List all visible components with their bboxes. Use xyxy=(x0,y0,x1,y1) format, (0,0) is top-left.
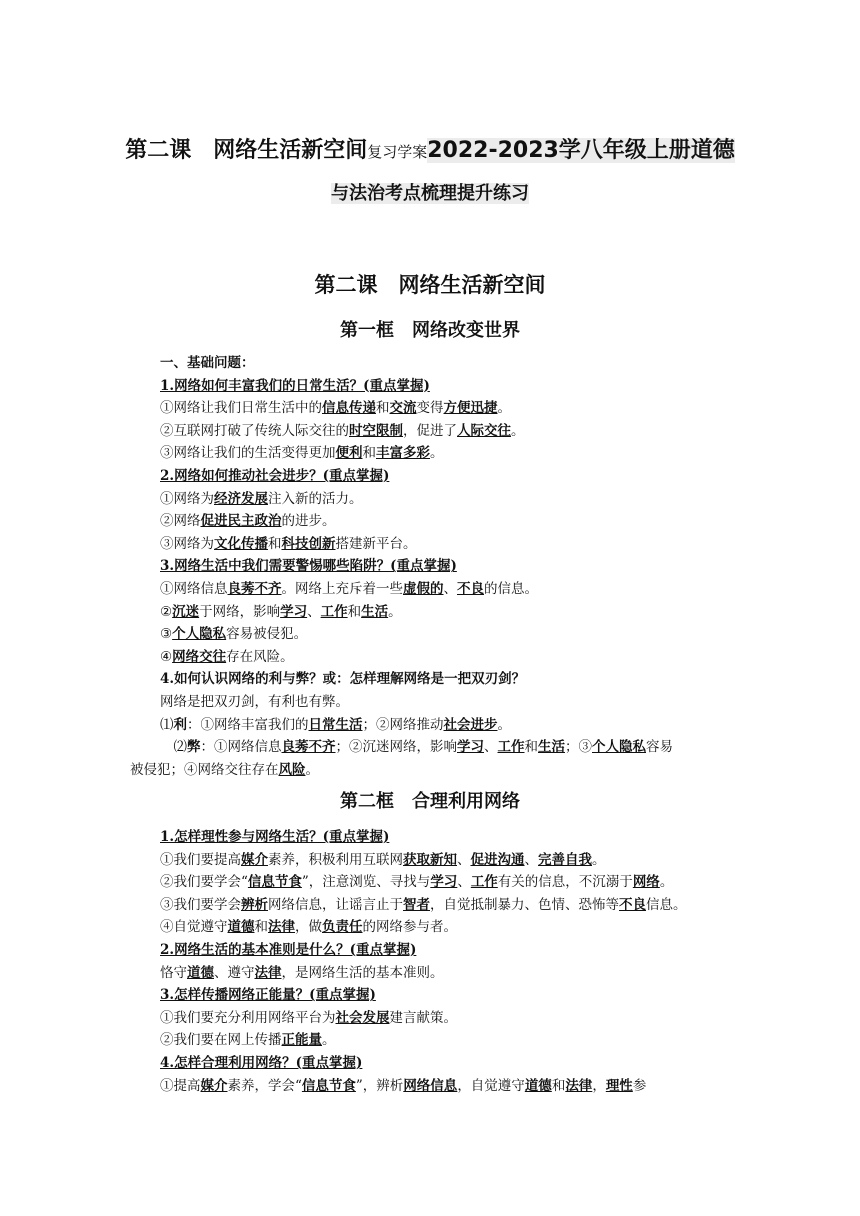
answer-line xyxy=(160,601,730,624)
key-term: 学习 xyxy=(280,603,308,620)
answer-line xyxy=(160,849,730,872)
text-segment: ②网络 xyxy=(160,513,201,530)
text-segment: 恪守 xyxy=(160,964,187,981)
key-term: 学习 xyxy=(430,874,458,891)
text-segment: ；③ xyxy=(565,739,592,756)
text-segment: ；②网络推动 xyxy=(362,716,444,733)
key-term: 科技创新 xyxy=(281,535,336,552)
key-term: 完善自我 xyxy=(538,851,592,868)
key-term: 个人隐私 xyxy=(172,626,227,643)
key-term: 经济发展 xyxy=(214,490,268,507)
text-segment: ， xyxy=(592,1077,606,1094)
key-term: 社会发展 xyxy=(335,1009,390,1026)
text-segment: ⑵ xyxy=(173,739,187,756)
key-term: 智者 xyxy=(403,896,430,913)
text-segment: ①网络让我们日常生活中的 xyxy=(160,400,322,417)
answer-line xyxy=(160,397,730,420)
text-segment: 搭建新平台。 xyxy=(335,535,417,552)
key-term: 负责任 xyxy=(322,919,363,936)
answer-line: 网络是把双刃剑，有利也有弊。 xyxy=(160,693,349,710)
text-segment: ③我们要学会 xyxy=(160,896,241,913)
answer-line xyxy=(160,1029,730,1052)
key-term: 交流 xyxy=(389,400,417,417)
text-segment: 的进步。 xyxy=(281,513,336,530)
question-heading: 3.怎样传播网络正能量？(重点掌握) xyxy=(160,987,376,1004)
frame2-content xyxy=(160,826,730,1097)
text-segment: ③网络让我们的生活变得更加 xyxy=(160,445,336,462)
text-segment: ，促进了 xyxy=(403,422,457,439)
text-segment: 。 xyxy=(322,1032,336,1049)
key-term: 方便迅捷 xyxy=(443,400,498,417)
document-title-main: 第二课 网络生活新空间 xyxy=(125,138,368,163)
text-segment: 。 xyxy=(388,603,402,620)
key-term: 道德 xyxy=(524,1077,552,1094)
key-term: 丰富多彩 xyxy=(376,445,430,462)
key-term: 时空限制 xyxy=(349,422,403,439)
key-term: 网络交往 xyxy=(172,648,227,665)
text-segment: 。 xyxy=(511,422,525,439)
question-heading: 1.网络如何丰富我们的日常生活？(重点掌握) xyxy=(160,377,430,394)
question-heading: 1.怎样理性参与网络生活？(重点掌握) xyxy=(160,829,390,845)
key-term: 媒介 xyxy=(241,851,268,868)
text-segment: 和 xyxy=(362,445,376,462)
key-term: 不良 xyxy=(457,580,484,597)
text-segment: ①网络信息 xyxy=(160,580,228,597)
key-term: 法律 xyxy=(565,1077,593,1094)
text-segment: 存在风险。 xyxy=(226,648,294,665)
document-title-line1 xyxy=(0,136,860,167)
answer-line xyxy=(160,736,730,759)
key-term: 工作 xyxy=(470,874,498,891)
text-segment: ，自觉遵守 xyxy=(457,1077,525,1094)
text-segment: ②我们要在网上传播 xyxy=(160,1032,282,1049)
question-heading: 2.网络生活的基本准则是什么？(重点掌握) xyxy=(160,941,417,958)
key-term: 道德 xyxy=(187,964,214,981)
key-term: 工作 xyxy=(320,603,348,620)
text-segment: 。 xyxy=(305,761,319,778)
key-term: 促进沟通 xyxy=(470,851,525,868)
text-segment: 。网络上充斥着一些 xyxy=(281,580,403,597)
question-heading: 2.网络如何推动社会进步？(重点掌握) xyxy=(160,467,390,484)
answer-line xyxy=(160,488,730,511)
text-segment: ；②沉迷网络，影响 xyxy=(335,739,457,756)
answer-line xyxy=(160,510,730,533)
key-term: 生活 xyxy=(538,739,565,756)
key-term: 虚假的 xyxy=(403,580,444,597)
key-term: 日常生活 xyxy=(308,716,363,733)
text-segment: ②我们要学会“ xyxy=(160,874,248,891)
text-segment: ”，注意浏览、寻找与 xyxy=(301,874,431,891)
answer-line xyxy=(160,578,730,601)
text-segment: 和 xyxy=(268,535,282,552)
text-segment: 于网络，影响 xyxy=(199,603,281,620)
text-segment: 的网络参与者。 xyxy=(362,919,457,936)
text-segment: ③ xyxy=(160,626,173,643)
text-segment: 。 xyxy=(497,716,511,733)
text-segment: 和 xyxy=(254,919,268,936)
text-segment: 和 xyxy=(524,739,538,756)
key-term: 风险 xyxy=(278,761,306,778)
key-term: 人际交往 xyxy=(457,422,511,439)
text-segment: 建言献策。 xyxy=(389,1009,457,1026)
answer-line xyxy=(160,646,730,669)
key-term: 信息节食 xyxy=(247,874,302,891)
text-segment: 。 xyxy=(659,874,674,891)
answer-line xyxy=(160,1075,730,1098)
key-term: 学习 xyxy=(457,739,484,756)
text-segment: 被侵犯；④网络交往存在 xyxy=(130,761,279,778)
answer-line xyxy=(160,420,730,443)
key-term: 工作 xyxy=(497,739,525,756)
answer-line xyxy=(160,871,730,894)
text-segment: 和 xyxy=(347,603,362,620)
answer-line xyxy=(160,623,730,646)
text-segment: 素养，学会“ xyxy=(227,1077,302,1094)
text-segment: 容易 xyxy=(646,739,673,756)
text-segment: 信息。 xyxy=(646,896,687,913)
text-segment: ①网络为 xyxy=(160,490,214,507)
text-segment: ④ xyxy=(160,648,173,665)
text-segment: ④自觉遵守 xyxy=(160,919,228,936)
text-segment: 。 xyxy=(430,445,444,462)
document-title-tail: 2022-2023学八年级上册道德 xyxy=(427,138,735,163)
text-segment: 。 xyxy=(592,851,606,868)
text-segment: ①我们要提高 xyxy=(160,851,241,868)
text-segment: ，做 xyxy=(295,919,322,936)
text-segment: 、 xyxy=(307,603,321,620)
key-term: 获取新知 xyxy=(403,851,457,868)
key-term: 沉迷 xyxy=(172,603,200,620)
section-heading: 一、基础问题： xyxy=(160,355,255,371)
answer-line xyxy=(160,894,730,917)
text-segment: ②互联网打破了传统人际交往的 xyxy=(160,422,349,439)
text-segment: 和 xyxy=(376,400,390,417)
key-term: 网络 xyxy=(632,874,660,891)
key-term: 理性 xyxy=(605,1077,633,1094)
key-term: 个人隐私 xyxy=(592,739,646,756)
text-segment: ：①网络丰富我们的 xyxy=(187,716,309,733)
text-segment: 、 xyxy=(524,851,538,868)
question-heading: 4.怎样合理利用网络？(重点掌握) xyxy=(160,1054,363,1071)
key-term: 便利 xyxy=(335,445,363,462)
key-term: 良莠不齐 xyxy=(281,739,336,756)
key-term: 不良 xyxy=(619,896,646,913)
key-term: 信息节食 xyxy=(301,1077,356,1094)
text-segment: 利 xyxy=(173,716,187,733)
text-segment: 有关的信息，不沉溺于 xyxy=(497,874,633,891)
key-term: 法律 xyxy=(254,964,282,981)
frame1-title: 第一框 网络改变世界 xyxy=(340,320,520,341)
text-segment: 和 xyxy=(551,1077,566,1094)
key-term: 道德 xyxy=(227,919,255,936)
key-term: 文化传播 xyxy=(214,535,268,552)
answer-line xyxy=(130,759,730,782)
text-segment: 、 xyxy=(457,851,471,868)
text-segment: ”，辨析 xyxy=(355,1077,404,1094)
text-segment: 参 xyxy=(632,1077,647,1094)
text-segment: 容易被侵犯。 xyxy=(226,626,308,643)
question-heading: 3.网络生活中我们需要警惕哪些陷阱？(重点掌握) xyxy=(160,558,457,575)
text-segment: 的信息。 xyxy=(484,580,538,597)
text-segment: ，自觉抵制暴力、色情、恐怖等 xyxy=(430,896,619,913)
text-segment: 素养，积极利用互联网 xyxy=(268,851,403,868)
frame2-title: 第二框 合理利用网络 xyxy=(340,791,520,812)
text-segment: ③网络为 xyxy=(160,535,214,552)
answer-line xyxy=(160,1007,730,1030)
document-title-small: 复习学案 xyxy=(367,143,428,161)
answer-line xyxy=(160,916,730,939)
text-segment: 、 xyxy=(484,739,498,756)
text-segment: 、 xyxy=(443,580,457,597)
text-segment: ⑴ xyxy=(160,716,174,733)
text-segment: ①我们要充分利用网络平台为 xyxy=(160,1009,336,1026)
text-segment: 。 xyxy=(497,400,511,417)
text-segment: ①提高 xyxy=(160,1077,201,1094)
text-segment: 注入新的活力。 xyxy=(268,490,363,507)
text-segment: 、 xyxy=(457,874,471,891)
key-term: 辨析 xyxy=(241,896,268,913)
text-segment: ② xyxy=(160,603,173,620)
text-segment: ，是网络生活的基本准则。 xyxy=(281,964,444,981)
text-segment: 变得 xyxy=(416,400,444,417)
frame1-content xyxy=(130,352,730,781)
document-title-line2-text: 与法治考点梳理提升练习 xyxy=(331,183,529,204)
key-term: 社会进步 xyxy=(443,716,498,733)
key-term: 生活 xyxy=(361,603,389,620)
text-segment: 网络信息，让谣言止于 xyxy=(268,896,403,913)
question-heading: 4.如何认识网络的利与弊？或：怎样理解网络是一把双刃剑？ xyxy=(160,671,526,688)
key-term: 媒介 xyxy=(200,1077,228,1094)
text-segment: 、遵守 xyxy=(214,964,255,981)
text-segment: 弊 xyxy=(187,739,201,756)
document-title-line2 xyxy=(0,180,860,208)
key-term: 信息传递 xyxy=(322,400,376,417)
answer-line xyxy=(160,442,730,465)
answer-line xyxy=(160,962,730,985)
lesson-title: 第二课 网络生活新空间 xyxy=(314,273,546,297)
key-term: 法律 xyxy=(268,919,295,936)
key-term: 良莠不齐 xyxy=(227,580,282,597)
answer-line xyxy=(160,533,730,556)
key-term: 网络信息 xyxy=(403,1077,458,1094)
key-term: 正能量 xyxy=(281,1032,322,1049)
answer-line xyxy=(160,714,730,737)
key-term: 促进民主政治 xyxy=(200,513,282,530)
text-segment: ：①网络信息 xyxy=(200,739,282,756)
